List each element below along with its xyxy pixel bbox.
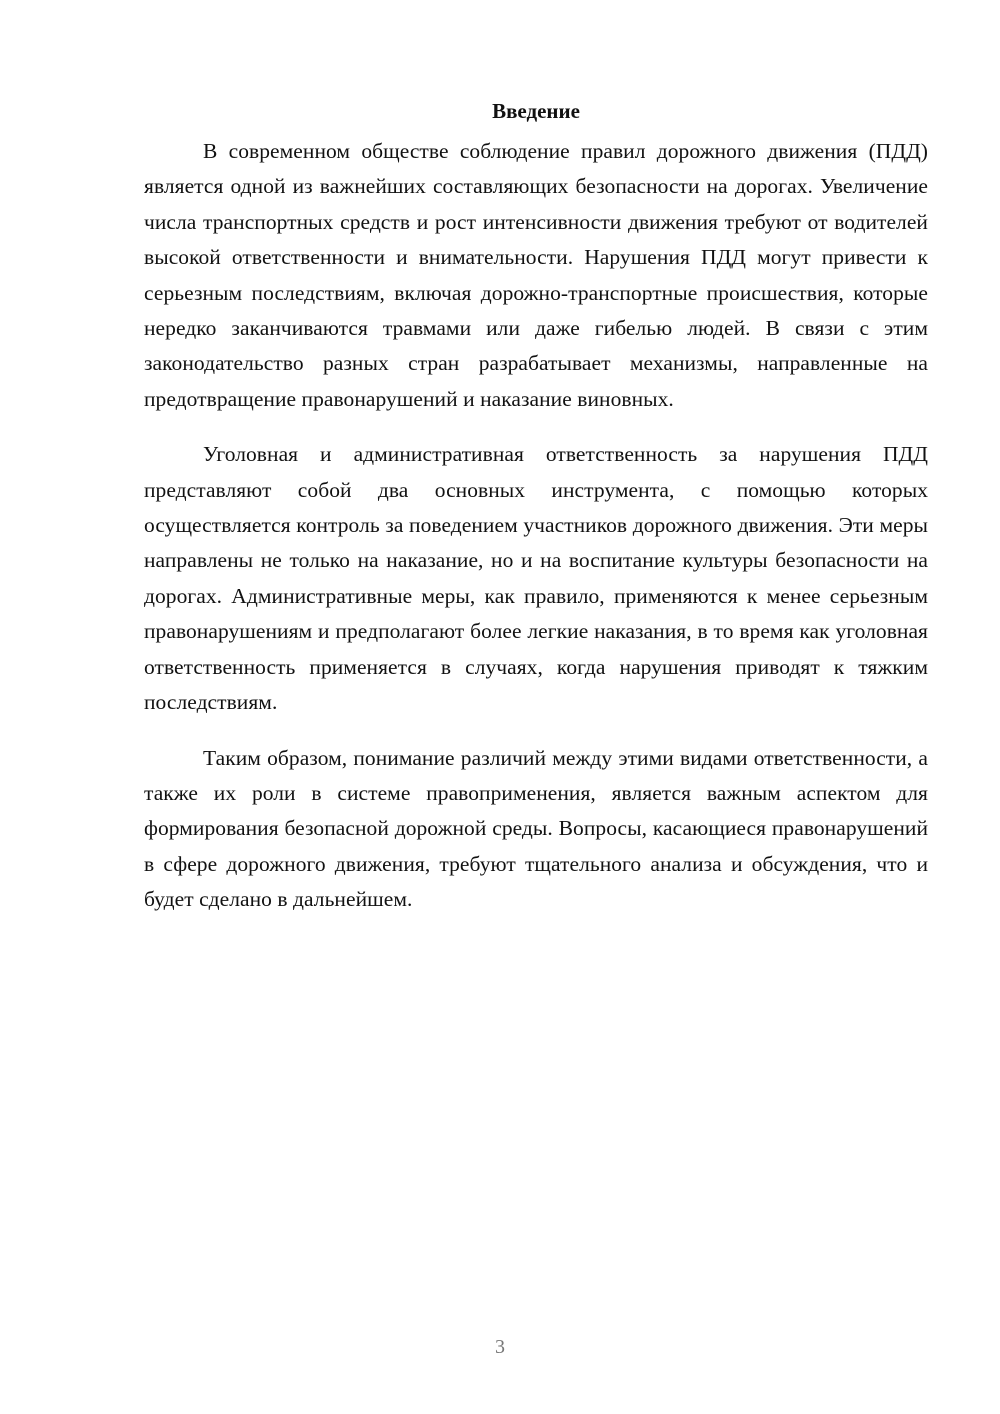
paragraph-2: Уголовная и административная ответственность за нарушения ПДД представляют собой два основных инструмента, с помощью которых осуществляется контроль за поведением участников дорожного движения. Эти меры направлены не только на наказание, но и на воспитание культуры безопасности на дорогах. Административные меры, как правило, применяются к менее серьезным правонарушениям и предполагают более легкие наказания, в то время как уголовная ответственность применяется в случаях, когда нарушения приводят к тяжким последствиям. (144, 442, 928, 715)
paragraph-3: Таким образом, понимание различий между этими видами ответственности, а также их роли в системе правоприменения, является важным аспектом для формирования безопасной дорожной среды. Вопросы, касающиеся правонарушений в сфере дорожного движения, требуют тщательного анализа и обсуждения, что и будет сделано в дальнейшем. (144, 745, 928, 912)
section-title: Введение (492, 99, 580, 123)
page-content (144, 96, 928, 938)
page-number: 3 (495, 1336, 505, 1358)
paragraph-1: В современном обществе соблюдение правил дорожного движения (ПДД) является одной из важнейших составляющих безопасности на дорогах. Увеличение числа транспортных средств и рост интенсивности движения требуют от водителей высокой ответственности и внимательности. Нарушения ПДД могут привести к серьезным последствиям, включая дорожно-транспортные происшествия, которые нередко заканчиваются травмами или даже гибелью людей. В связи с этим законодательство разных стран разрабатывает механизмы, направленные на предотвращение правонарушений и наказание виновных. (144, 139, 928, 411)
